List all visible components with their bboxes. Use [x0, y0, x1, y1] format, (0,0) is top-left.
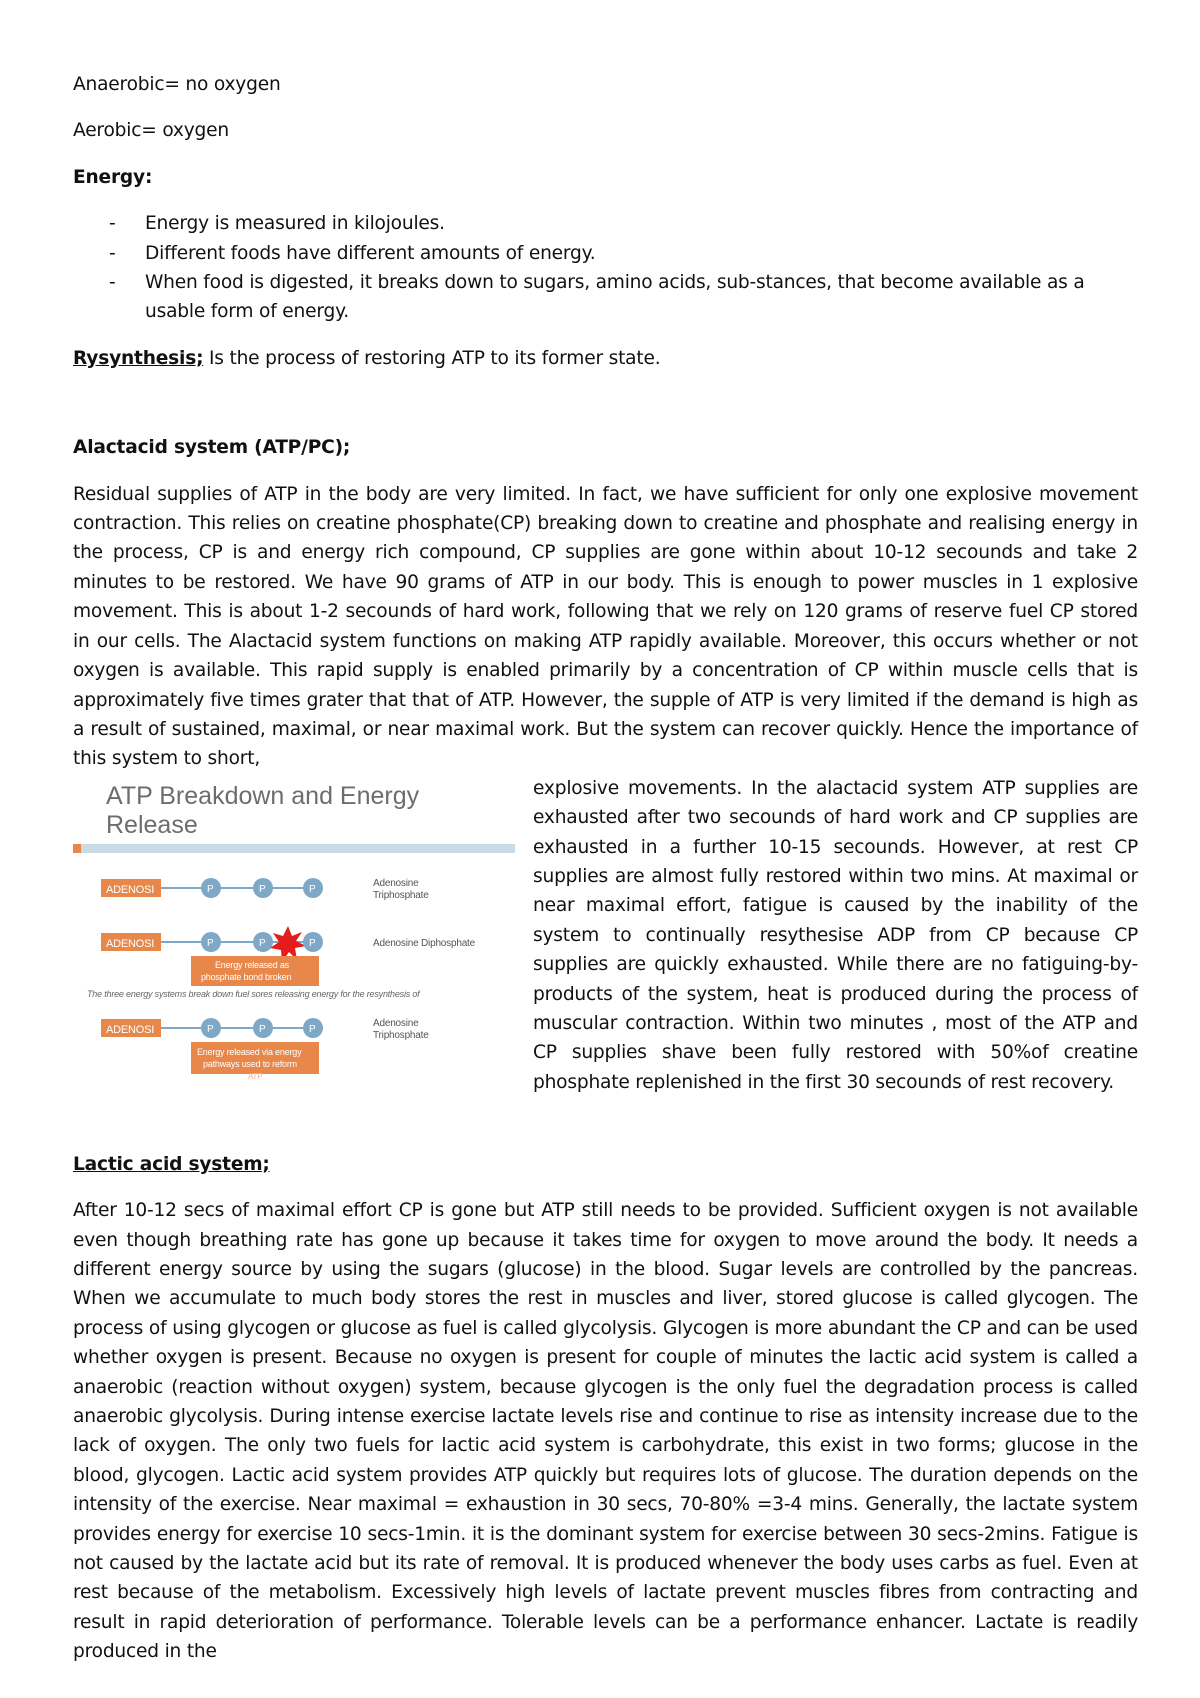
row-label-line2: Triphosphate [373, 1029, 429, 1041]
phosphate-label: P [207, 937, 214, 949]
atp-row-1 [101, 878, 429, 901]
phosphate-label: P [207, 883, 214, 895]
figure-title: ATP Breakdown and Energy Release [106, 781, 420, 839]
phosphate-label: P [309, 883, 316, 895]
alactacid-paragraph-continued: explosive movements. In the alactacid system ATP supplies are exhausted after two secounds of hard work and CP supplies are exhausted in a further 10-15 secounds. However, at rest CP supplies are almost fully restored within two mins. At maximal or near maximal effort, fatigue is caused by the inability of the system to continually resythesise ADP from CP because CP supplies are quickly exhausted. While there are no fatiguing-by-products of the system, heat is produced during the process of muscular contraction. Within two minutes , most of the ATP and CP supplies shave been fully restored with 50%of creatine phosphate replenished in the first 30 secounds of rest recovery. [533, 777, 1138, 1093]
row-label: Adenosine Diphosphate [373, 937, 475, 949]
phosphate-label: P [259, 937, 266, 949]
aerobic-line: Aerobic= oxygen [73, 120, 229, 142]
alactacid-paragraph: Residual supplies of ATP in the body are very limited. In fact, we have sufficient for only one explosive movement contraction. This relies on creatine phosphate(CP) breaking down to creatine and phosphate and realising energy in the process, CP is and energy rich compound, CP supplies are gone within about 10-12 secounds and take 2 minutes to be restored. We have 90 grams of ATP in our body. This is enough to power muscles in 1 explosive movement. This is about 1-2 secounds of hard work, following that we rely on 120 grams of reserve fuel CP stored in our cells. The Alactacid system functions on making ATP rapidly available. Moreover, this occurs whether or not oxygen is available. This rapid supply is enabled primarily by a concentration of CP within muscle cells that is approximately five times grater that that of ATP. However, the supple of ATP is very limited if the demand is high as a result of sustained, maximal, or near maximal work. But the system can recover quickly. Hence the importance of this system to short, [73, 483, 1138, 770]
phosphate-label: P [259, 1023, 266, 1035]
phosphate-label: P [309, 937, 316, 949]
atp-row-3 [101, 1018, 429, 1081]
row-label-line1: Adenosine [373, 1017, 419, 1029]
phosphate-label: P [309, 1023, 316, 1035]
energy-bullet: - When food is digested, it breaks down to sugars, amino acids, sub-stances, that become available as a usable form of energy. [73, 268, 1138, 327]
energy-heading: Energy: [73, 166, 153, 188]
callout-line2: pathways used to reform [203, 1058, 297, 1069]
row-label-line1: Adenosine [373, 877, 419, 889]
adenosine-box-label: ADENOSI [106, 1023, 155, 1036]
callout-line2: phosphate bond broken [201, 971, 292, 982]
phosphate-label: P [207, 1023, 214, 1035]
energy-bullet: - Different foods have different amounts of energy. [73, 239, 1138, 268]
adenosine-box-label: ADENOSI [106, 937, 155, 950]
phosphate-label: P [259, 883, 266, 895]
atp-row-2 [87, 926, 476, 999]
figure-diagram [73, 776, 515, 1102]
energy-bullet: - Energy is measured in kilojoules. [73, 209, 1138, 238]
resynthesis-definition [73, 344, 1138, 373]
adenosine-box-label: ADENOSI [106, 883, 155, 896]
row-label-line2: Triphosphate [373, 889, 429, 901]
resynthesis-term: Rysynthesis; [73, 347, 204, 369]
figure-caption: The three energy systems break down fuel sores releasing energy for the resynthesis of [87, 988, 420, 999]
callout-line1: Energy released via energy [197, 1046, 302, 1057]
lactic-heading: Lactic acid system; [73, 1153, 270, 1175]
lactic-paragraph: After 10-12 secs of maximal effort CP is gone but ATP still needs to be provided. Sufficient oxygen is not available even though breathing rate has gone up because it takes time for oxygen to move around the body. It needs a different energy source by using the sugars (glucose) in the blood. Sugar levels are controlled by the pancreas. When we accumulate to much body stores the rest in muscles and liver, stored glucose is called glycogen. The process of using glycogen or glucose as fuel is called glycolysis. Glycogen is more abundant the CP and can be used whether oxygen is present. Because no oxygen is present for couple of minutes the lactic acid system is called a anaerobic (reaction without oxygen) system, because glycogen is the only fuel the degradation process is called anaerobic glycolysis. During intense exercise lactate levels rise and continue to rise as intensity increase due to the lack of oxygen. The only two fuels for lactic acid system is carbohydrate, this exist in two forms; glucose in the blood, glycogen. Lactic acid system provides ATP quickly but requires lots of glucose. The duration depends on the intensity of the exercise. Near maximal = exhaustion in 30 secs, 70-80% =3-4 mins. Generally, the lactate system provides energy for exercise 10 secs-1min. it is the dominant system for exercise between 30 secs-2mins. Fatigue is not caused by the lactate acid but its rate of removal. It is produced whenever the body uses carbs as fuel. Even at rest because of the metabolism. Excessively high levels of lactate prevent muscles fibres from contracting and result in rapid deterioration of performance. Tolerable levels can be a performance enhancer. Lactate is readily produced in the [73, 1200, 1138, 1663]
callout-line1: Energy released as [215, 959, 289, 970]
callout-line3: ATP [248, 1071, 263, 1081]
energy-bullet-list [73, 209, 1138, 327]
atp-breakdown-figure [73, 776, 515, 1102]
document-page [73, 70, 1138, 1667]
resynthesis-text: Is the process of restoring ATP to its former state. [203, 347, 661, 369]
anaerobic-line: Anaerobic= no oxygen [73, 74, 281, 95]
alactacid-heading: Alactacid system (ATP/PC); [73, 437, 351, 459]
